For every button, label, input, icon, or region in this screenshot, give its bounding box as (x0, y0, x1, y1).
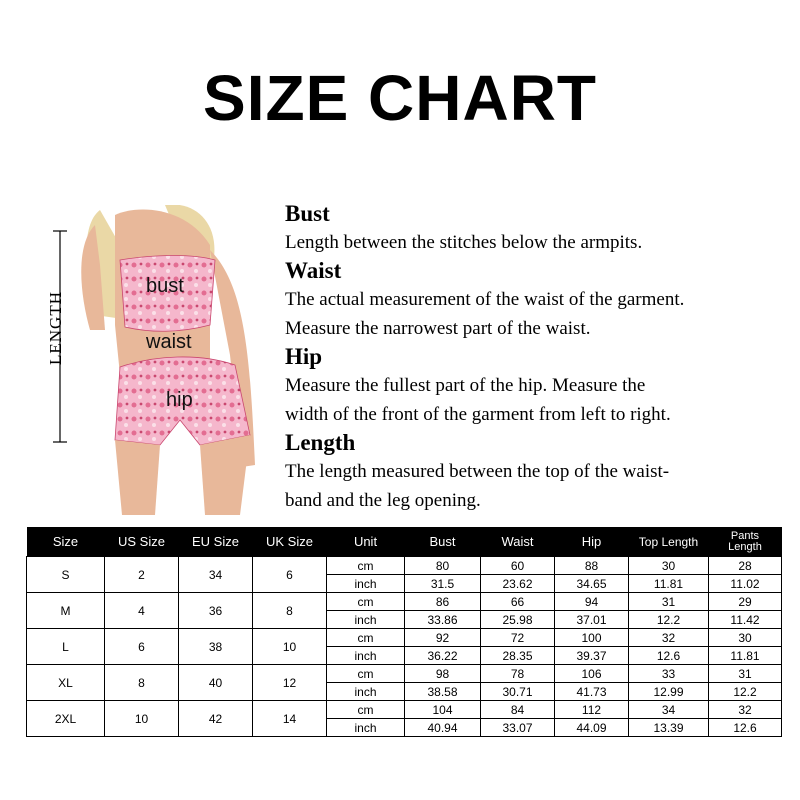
cell-size: S (27, 557, 105, 593)
cell-pants-length: 29 (709, 593, 782, 611)
cell-bust: 80 (405, 557, 481, 575)
bust-label: bust (146, 275, 184, 297)
length-desc-line-1: The length measured between the top of the waist- (285, 461, 670, 482)
cell-waist: 28.35 (481, 647, 555, 665)
cell-waist: 66 (481, 593, 555, 611)
cell-waist: 23.62 (481, 575, 555, 593)
cell-unit: cm (327, 701, 405, 719)
cell-bust: 98 (405, 665, 481, 683)
cell-waist: 60 (481, 557, 555, 575)
length-heading: Length (285, 430, 356, 455)
cell-hip: 34.65 (555, 575, 629, 593)
pants-header-top: Pants (730, 529, 760, 542)
cell-unit: cm (327, 557, 405, 575)
cell-bust: 33.86 (405, 611, 481, 629)
cell-us-size: 4 (105, 593, 179, 629)
cell-unit: inch (327, 719, 405, 737)
cell-pants-length: 12.6 (709, 719, 782, 737)
cell-waist: 30.71 (481, 683, 555, 701)
hip-heading: Hip (285, 344, 323, 369)
table-row (27, 665, 782, 683)
cell-unit: cm (327, 665, 405, 683)
cell-top-length: 12.99 (629, 683, 709, 701)
cell-top-length: 11.81 (629, 575, 709, 593)
cell-hip: 41.73 (555, 683, 629, 701)
length-desc-line-2: band and the leg opening. (285, 490, 481, 511)
cell-top-length: 12.2 (629, 611, 709, 629)
cell-eu-size: 38 (179, 629, 253, 665)
cell-uk-size: 8 (253, 593, 327, 629)
cell-hip: 100 (555, 629, 629, 647)
cell-top-length: 34 (629, 701, 709, 719)
cell-bust: 38.58 (405, 683, 481, 701)
cell-top-length: 13.39 (629, 719, 709, 737)
hip-desc-line-1: Measure the fullest part of the hip. Measure the (285, 375, 646, 396)
cell-unit: inch (327, 611, 405, 629)
cell-eu-size: 40 (179, 665, 253, 701)
measurement-descriptions (285, 200, 795, 515)
cell-unit: cm (327, 593, 405, 611)
cell-eu-size: 36 (179, 593, 253, 629)
col-header-top-length: Top Length (629, 527, 709, 557)
col-header-size: Size (27, 527, 105, 557)
cell-pants-length: 30 (709, 629, 782, 647)
table-row (27, 557, 782, 575)
cell-us-size: 8 (105, 665, 179, 701)
cell-hip: 39.37 (555, 647, 629, 665)
cell-top-length: 30 (629, 557, 709, 575)
cell-us-size: 6 (105, 629, 179, 665)
cell-uk-size: 6 (253, 557, 327, 593)
hip-label: hip (166, 389, 193, 411)
cell-waist: 72 (481, 629, 555, 647)
cell-hip: 37.01 (555, 611, 629, 629)
cell-size: XL (27, 665, 105, 701)
cell-eu-size: 42 (179, 701, 253, 737)
page-title: SIZE CHART (203, 62, 597, 134)
cell-top-length: 33 (629, 665, 709, 683)
size-table-body (27, 557, 782, 737)
cell-eu-size: 34 (179, 557, 253, 593)
col-header-eu-size: EU Size (179, 527, 253, 557)
cell-waist: 25.98 (481, 611, 555, 629)
cell-top-length: 12.6 (629, 647, 709, 665)
size-table (26, 527, 782, 737)
cell-unit: inch (327, 683, 405, 701)
cell-uk-size: 14 (253, 701, 327, 737)
col-header-waist: Waist (481, 527, 555, 557)
col-header-bust: Bust (405, 527, 481, 557)
cell-uk-size: 10 (253, 629, 327, 665)
col-header-hip: Hip (555, 527, 629, 557)
cell-hip: 44.09 (555, 719, 629, 737)
cell-waist: 33.07 (481, 719, 555, 737)
cell-us-size: 10 (105, 701, 179, 737)
cell-bust: 36.22 (405, 647, 481, 665)
length-vertical-label: LENGTH (46, 291, 65, 365)
cell-size: 2XL (27, 701, 105, 737)
waist-heading: Waist (285, 258, 342, 283)
cell-pants-length: 28 (709, 557, 782, 575)
table-row (27, 629, 782, 647)
waist-label: waist (146, 331, 192, 353)
cell-pants-length: 11.02 (709, 575, 782, 593)
cell-size: L (27, 629, 105, 665)
cell-bust: 92 (405, 629, 481, 647)
cell-hip: 112 (555, 701, 629, 719)
cell-bust: 86 (405, 593, 481, 611)
bust-desc-line-1: Length between the stitches below the armpits. (285, 232, 643, 253)
cell-unit: inch (327, 647, 405, 665)
hip-desc-line-2: width of the front of the garment from left to right. (285, 404, 671, 425)
col-header-pants-length (709, 527, 782, 557)
cell-unit: cm (327, 629, 405, 647)
cell-hip: 88 (555, 557, 629, 575)
cell-pants-length: 11.42 (709, 611, 782, 629)
cell-waist: 78 (481, 665, 555, 683)
table-row (27, 593, 782, 611)
cell-waist: 84 (481, 701, 555, 719)
waist-desc-line-2: Measure the narrowest part of the waist. (285, 318, 591, 339)
cell-pants-length: 31 (709, 665, 782, 683)
pants-header-bottom: Length (728, 540, 762, 553)
cell-us-size: 2 (105, 557, 179, 593)
cell-pants-length: 32 (709, 701, 782, 719)
cell-uk-size: 12 (253, 665, 327, 701)
cell-top-length: 32 (629, 629, 709, 647)
cell-pants-length: 11.81 (709, 647, 782, 665)
cell-unit: inch (327, 575, 405, 593)
col-header-unit: Unit (327, 527, 405, 557)
cell-bust: 40.94 (405, 719, 481, 737)
cell-hip: 94 (555, 593, 629, 611)
cell-hip: 106 (555, 665, 629, 683)
model-figure (60, 205, 280, 525)
table-row (27, 701, 782, 719)
cell-pants-length: 12.2 (709, 683, 782, 701)
col-header-uk-size: UK Size (253, 527, 327, 557)
waist-desc-line-1: The actual measurement of the waist of the garment. (285, 289, 685, 310)
cell-bust: 104 (405, 701, 481, 719)
bust-heading: Bust (285, 201, 330, 226)
col-header-us-size: US Size (105, 527, 179, 557)
cell-bust: 31.5 (405, 575, 481, 593)
cell-size: M (27, 593, 105, 629)
table-header-row (27, 527, 782, 557)
cell-top-length: 31 (629, 593, 709, 611)
